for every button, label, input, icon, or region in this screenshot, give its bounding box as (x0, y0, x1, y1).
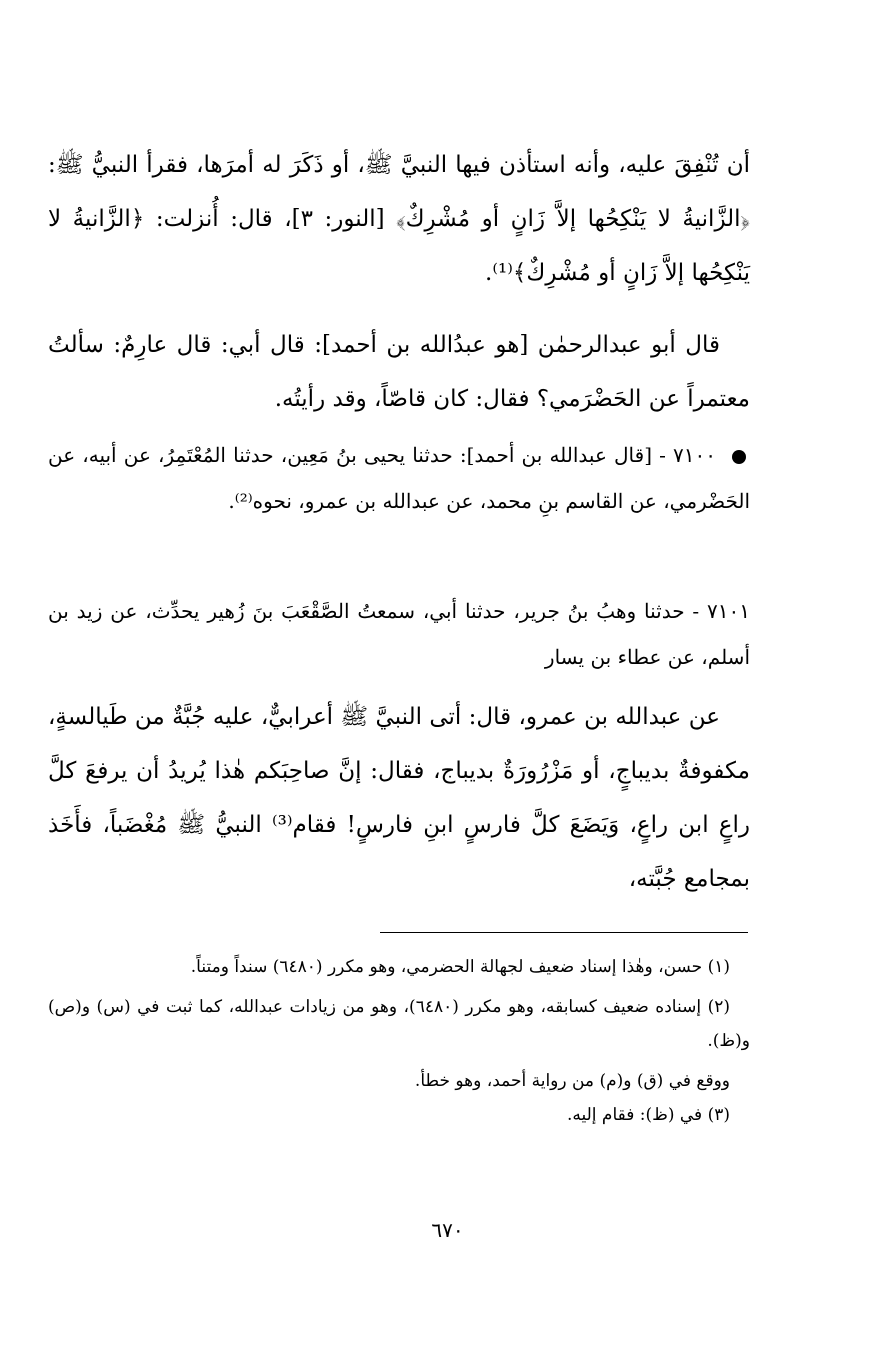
footnote-1: (١) حسن، وهٰذا إسناد ضعيف لجهالة الحضرمي، وهو مكرر (٦٤٨٠) سنداً ومتناً. (190, 957, 730, 977)
paragraph-hadith-7101-isnad: ٧١٠١ - حدثنا وهبُ بنُ جرير، حدثنا أبي، سمعتُ الصَّقْعَبَ بنَ زُهير يحدِّث، عن زيد بن أسلم، عن عطاء بن يسار (48, 599, 750, 669)
bullet-icon (732, 450, 746, 464)
hadith-7100-text: ٧١٠٠ - [قال عبدالله بن أحمد]: حدثنا يحيى بنُ مَعِين، حدثنا المُعْتَمِرُ، عن أبيه، عن الحَضْرمي، عن القاسم بنِ محمد، عن عبدالله بن عمرو، نحوه⁽²⁾. (48, 443, 750, 513)
footnotes-section (48, 950, 750, 1132)
paragraph-hadith-7101-matn: عن عبدالله بن عمرو، قال: أتى النبيَّ ﷺ أعرابيٌّ، عليه جُبَّةٌ من طَيالسةٍ، مكفوفةٌ بديباجٍ، أو مَزْرُورَةٌ بديباج، فقال: إنَّ صاحِبَكم هٰذا يُريدُ أن يرفعَ كلَّ راعٍ ابن راعٍ، وَيَضَعَ كلَّ فارسٍ ابنِ فارسٍ! فقام⁽³⁾ النبيُّ ﷺ مُغْضَباً، فأَخَذ بمجامع جُبَّته، (48, 704, 750, 892)
paragraph-abu-abdurrahman-note: قال أبو عبدالرحمٰن [هو عبدُالله بن أحمد]: قال أبي: قال عارِمٌ: سألتُ معتمراً عن الحَضْرَمي؟ فقال: كان قاصّاً، وقد رأيتُه. (48, 332, 750, 412)
page-number: ٦٧٠ (431, 1218, 464, 1242)
paragraph-hadith-7100 (48, 432, 750, 524)
footnote-3: (٣) في (ظ): فقام إليه. (566, 1105, 730, 1125)
footnote-2: (٢) إسناده ضعيف كسابقه، وهو مكرر (٦٤٨٠)، وهو من زيادات عبدالله، كما ثبت في (س) و(ص) و(ظ). (48, 997, 750, 1051)
paragraph-hadith-continuation: أن تُنْفِقَ عليه، وأنه استأذن فيها النبيَّ ﷺ، أو ذَكَرَ له أمرَها، فقرأ النبيُّ ﷺ: ﴿الزَّانيةُ لا يَنْكِحُها إلاَّ زَانٍ أو مُشْرِكٌ﴾ [النور: ٣]، قال: أُنزلت: ﴿الزَّانيةُ لا يَنْكِحُها إلاَّ زَانٍ أو مُشْرِكٌ﴾⁽¹⁾. (48, 152, 750, 286)
footnote-2-continuation: ووقع في (ق) و(م) من رواية أحمد، وهو خطأ. (414, 1071, 730, 1091)
footnote-divider (380, 932, 748, 933)
